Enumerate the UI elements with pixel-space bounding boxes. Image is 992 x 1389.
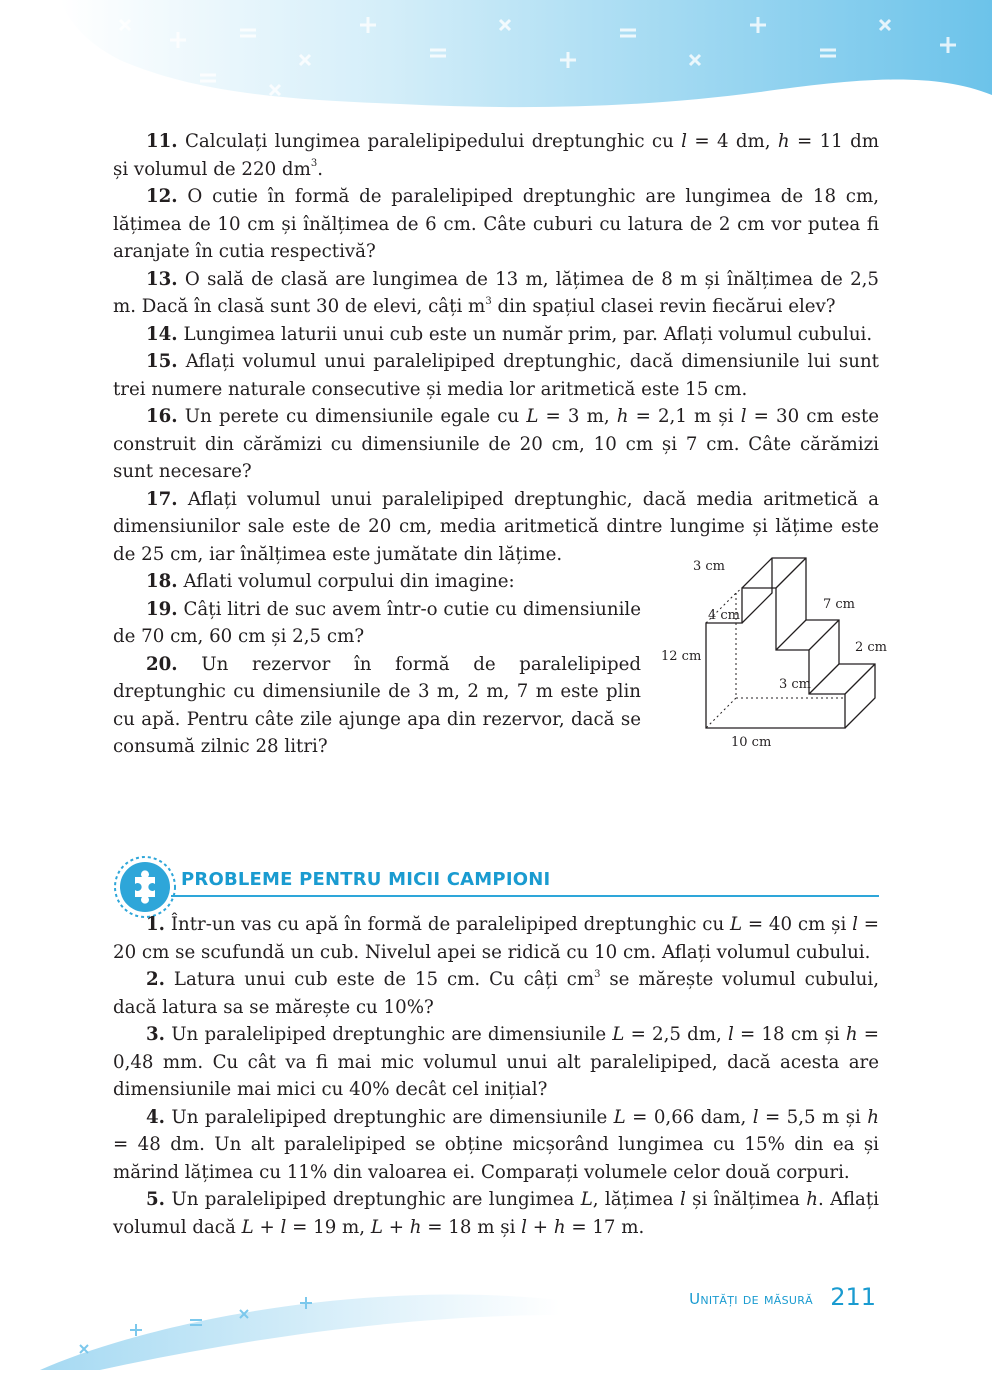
problem-16: 16. Un perete cu dimensiunile egale cu L = 3 m, h = 2,1 m și l = 30 cm este construit din cărămizi cu dimensiunile de 20 cm, 10 cm și 7 cm. Câte cărămizi sunt necesare? — [113, 406, 880, 482]
chapter-title: Unități de măsură — [689, 1290, 813, 1308]
label-step-3cm: 3 cm — [779, 677, 812, 692]
problem-12: 12. O cutie în formă de paralelipiped dreptunghic are lungimea de 18 cm, lățimea de 10 cm și înălțimea de 6 cm. Câte cuburi cu latura de 2 cm vor putea fi aranjate în cutia respectivă? — [113, 186, 879, 262]
label-top-3cm: 3 cm — [693, 559, 726, 574]
puzzle-icon — [113, 855, 177, 919]
champion-problems — [113, 911, 879, 1241]
label-inner-4cm: 4 cm — [708, 608, 741, 623]
page-footer — [676, 1282, 876, 1322]
exercise-list — [113, 128, 888, 761]
problem-11: 11. Calculați lungimea paralelipipedului dreptunghic cu l = 4 dm, h = 11 dm și volumul de 220 $dm^3$. — [113, 131, 879, 180]
page-number: 211 — [830, 1283, 876, 1311]
label-right-7cm: 7 cm — [823, 597, 856, 612]
problem-14: 14. Lungimea laturii unui cub este un număr prim, par. Aflați volumul cubului. — [146, 323, 873, 345]
problem-19: 19. Câți litri de suc avem într-o cutie cu dimensiunile de 70 cm, 60 cm și 2,5 cm? — [113, 598, 641, 647]
champion-problem-5: 5. Un paralelipiped dreptunghic are lungimea L, lățimea l și înălțimea h. Aflați volumul dacă L + l = 19 m, L + h = 18 m și l + h = 17 m. — [113, 1189, 880, 1238]
bottom-decorative-band — [0, 1275, 560, 1375]
champion-problem-4: 4. Un paralelipiped dreptunghic are dimensiunile L = 0,66 dam, l = 5,5 m și h = 48 dm. Un alt paralelipiped se obține micșorând lungimea cu 15% din ea și mărind lățimea cu 11% din valoarea ei. Comparați volumele celor două corpuri. — [113, 1106, 879, 1183]
problem-15: 15. Aflați volumul unui paralelipiped dreptunghic, dacă dimensiunile lui sunt trei numere naturale consecutive și media lor aritmetică este 15 cm. — [113, 351, 879, 400]
top-decorative-band — [0, 0, 992, 135]
label-left-12cm: 12 cm — [661, 649, 702, 664]
problem-18: 18. Aflati volumul corpului din imagine: — [146, 571, 515, 592]
label-right-2cm: 2 cm — [855, 640, 888, 655]
label-bottom-10cm: 10 cm — [731, 735, 772, 750]
champion-problem-3: 3. Un paralelipiped dreptunghic are dimensiunile L = 2,5 dm, l = 18 cm și h = 0,48 mm. Cu cât va fi mai mic volumul unui alt paralelipiped, dacă acesta are dimensiunile mai mici cu 40% decât cel inițial? — [113, 1024, 879, 1100]
champion-problem-2: 2. Latura unui cub este de 15 cm. Cu câți $cm^3$ se mărește volumul cubului, dacă latura sa se mărește cu 10%? — [113, 968, 879, 1018]
problem-20: 20. Un rezervor în formă de paralelipiped dreptunghic cu dimensiunile de 3 m, 2 m, 7 m este plin cu apă. Pentru câte zile ajunge apa din rezervor, dacă se consumă zilnic 28 litri? — [113, 653, 641, 757]
problems-with-figure — [113, 559, 888, 761]
staircase-solid-figure — [653, 559, 893, 750]
problem-13: 13. O sală de clasă are lungimea de 13 m, lățimea de 8 m și înălțimea de 2,5 m. Dacă în clasă sunt 30 de elevi, câți $m^3$ din spațiul clasei revin fiecărui elev? — [113, 268, 879, 317]
section-underline — [171, 895, 879, 897]
section-title: PROBLEME PENTRU MICII CAMPIONI — [181, 869, 551, 890]
champion-problem-1: 1. Într-un vas cu apă în formă de paralelipiped dreptunghic cu L = 40 cm și l = 20 cm se scufundă un cub. Nivelul apei se ridică cu 10 cm. Aflați volumul cubului. — [113, 914, 879, 963]
problem-17: 17. Aflați volumul unui paralelipiped dreptunghic, dacă media aritmetică a dimensiunilor sale este de 20 cm, media aritmetică dintre lungime și lățime este de 25 cm, iar înălțimea este jumătate din lățime. — [113, 488, 879, 565]
section-header — [113, 855, 879, 915]
